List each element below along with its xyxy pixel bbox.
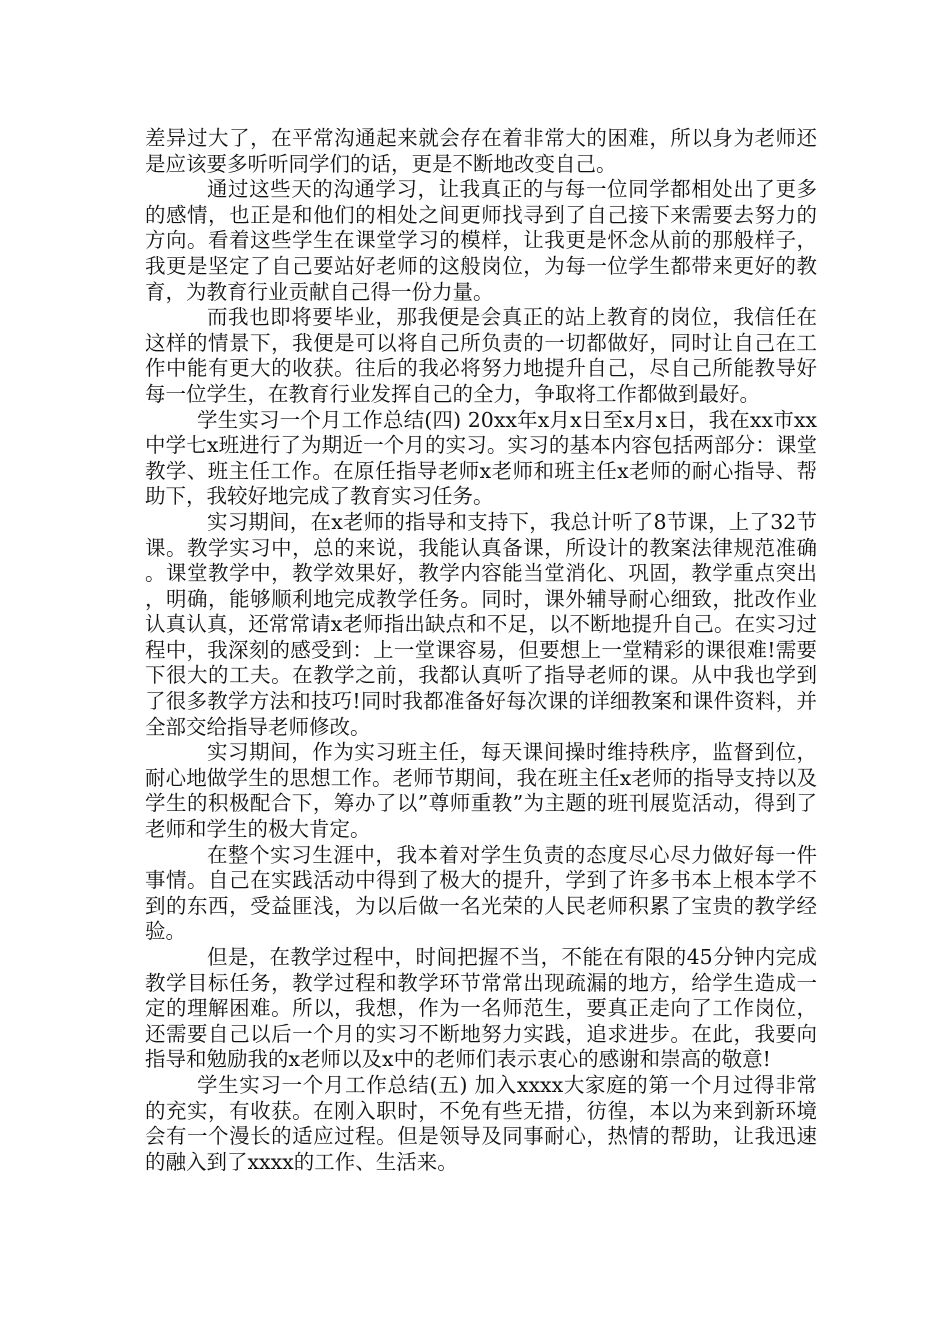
paragraph-8: 但是，在教学过程中，时间把握不当，不能在有限的45分钟内完成教学目标任务，教学过程和教学环节常常出现疏漏的地方，给学生造成一定的理解困难。所以，我想，作为一名师范生，要真正走向了工作岗位，还需要自己以后一个月的实习不断地努力实践，追求进步。在此，我要向指导和勉励我的x老师以及x中的老师们表示衷心的感谢和崇高的敬意! (145, 945, 817, 1072)
paragraph-3: 而我也即将要毕业，那我便是会真正的站上教育的岗位，我信任在这样的情景下，我便是可以将自己所负责的一切都做好，同时让自己在工作中能有更大的收获。往后的我必将努力地提升自己，尽自己所能教导好每一位学生，在教育行业发挥自己的全力，争取将工作都做到最好。 (145, 305, 817, 406)
paragraph-7: 在整个实习生涯中，我本着对学生负责的态度尽心尽力做好每一件事情。自己在实践活动中得到了极大的提升，学到了许多书本上根本学不到的东西，受益匪浅，为以后做一名光荣的人民老师积累了宝贵的教学经验。 (145, 842, 817, 944)
paragraph-5: 实习期间，在x老师的指导和支持下，我总计听了8节课，上了32节课。教学实习中，总的来说，我能认真备课，所设计的教案法律规范准确。课堂教学中，教学效果好，教学内容能当堂消化、巩固，教学重点突出，明确，能够顺利地完成教学任务。同时，课外辅导耐心细致，批改作业认真认真，还常常请x老师指出缺点和不足，以不断地提升自己。在实习过程中，我深刻的感受到：上一堂课容易，但要想上一堂精彩的课很难!需要下很大的工夫。在教学之前，我都认真听了指导老师的课。从中我也学到了很多教学方法和技巧!同时我都准备好每次课的详细教案和课件资料，并全部交给指导老师修改。 (145, 509, 817, 739)
paragraph-9-section-heading: 学生实习一个月工作总结(五) 加入xxxx大家庭的第一个月过得非常的充实，有收获。在刚入职时，不免有些无措，彷徨，本以为来到新环境会有一个漫长的适应过程。但是领导及同事耐心，热情的帮助，让我迅速的融入到了xxxx的工作、生活来。 (145, 1072, 817, 1174)
paragraph-6: 实习期间，作为实习班主任，每天课间操时维持秩序，监督到位，耐心地做学生的思想工作。老师节期间，我在班主任x老师的指导支持以及学生的积极配合下，筹办了以”尊师重教”为主题的班刊展览活动，得到了老师和学生的极大肯定。 (145, 740, 817, 842)
paragraph-2: 通过这些天的沟通学习，让我真正的与每一位同学都相处出了更多的感情，也正是和他们的相处之间更师找寻到了自己接下来需要去努力的方向。看着这些学生在课堂学习的模样，让我更是怀念从前的那般样子，我更是坚定了自己要站好老师的这般岗位，为每一位学生都带来更好的教育，为教育行业贡献自己得一份力量。 (145, 177, 817, 304)
document-body (145, 126, 817, 1175)
paragraph-1: 差异过大了，在平常沟通起来就会存在着非常大的困难，所以身为老师还是应该要多听听同学们的话，更是不断地改变自己。 (145, 126, 817, 176)
paragraph-4-section-heading: 学生实习一个月工作总结(四) 20xx年x月x日至x月x日，我在xx市xx中学七x班进行了为期近一个月的实习。实习的基本内容包括两部分：课堂教学、班主任工作。在原任指导老师x老师和班主任x老师的耐心指导、帮助下，我较好地完成了教育实习任务。 (145, 407, 817, 509)
